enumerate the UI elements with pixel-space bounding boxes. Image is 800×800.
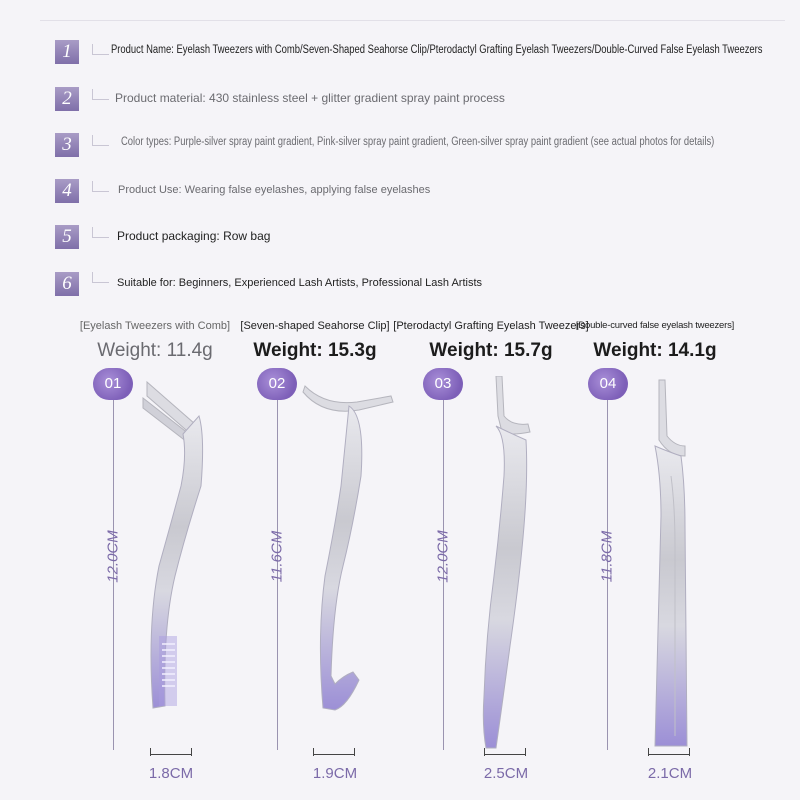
width-guide-bar xyxy=(313,754,355,755)
product-number-badge: 04 xyxy=(588,368,628,400)
spec-row-product-name xyxy=(0,38,800,78)
spec-row-color-types xyxy=(0,131,800,171)
connector-line xyxy=(92,44,109,55)
spec-text: Product material: 430 stainless steel + glitter gradient spray paint process xyxy=(115,91,505,105)
spec-number-badge: 6 xyxy=(55,272,79,296)
length-label: 11.6CM xyxy=(268,530,286,583)
product-weight: Weight: 11.4g xyxy=(97,340,213,361)
product-name: [Double-curved false eyelash tweezers] xyxy=(575,320,735,331)
width-guide-tick xyxy=(354,748,355,756)
spec-row-packaging xyxy=(0,223,800,263)
tweezers-pterodactyl-illustration xyxy=(466,376,556,756)
product-number-badge: 01 xyxy=(93,368,133,400)
connector-line xyxy=(92,89,109,100)
product-card-seahorse-clip xyxy=(215,318,415,800)
tweezers-double-curved-illustration xyxy=(645,376,705,756)
product-name: [Pterodactyl Grafting Eyelash Tweezers] xyxy=(393,320,589,332)
spec-row-use xyxy=(0,177,800,217)
length-label: 12.0CM xyxy=(434,530,452,583)
tweezers-seahorse-illustration xyxy=(295,376,405,736)
width-guide-bar xyxy=(484,754,526,755)
width-label: 2.1CM xyxy=(647,765,693,782)
spec-number-badge: 5 xyxy=(55,225,79,249)
spec-text: Product Name: Eyelash Tweezers with Comb/Seven-Shaped Seahorse Clip/Pterodactyl Grafting Eyelash Tweezers/Double-Curved False Eyelash Tweezers xyxy=(111,44,763,56)
width-guide-tick xyxy=(150,748,151,756)
width-guide-tick xyxy=(191,748,192,756)
spec-text: Suitable for: Beginners, Experienced Lash Artists, Professional Lash Artists xyxy=(117,277,483,289)
width-guide-tick xyxy=(525,748,526,756)
width-label: 1.8CM xyxy=(148,765,194,782)
spec-row-material xyxy=(0,85,800,125)
product-name: [Seven-shaped Seahorse Clip] xyxy=(240,320,390,332)
product-weight: Weight: 15.3g xyxy=(253,340,377,361)
width-guide-tick xyxy=(313,748,314,756)
tweezers-comb-illustration xyxy=(135,376,225,736)
width-guide-tick xyxy=(484,748,485,756)
spec-number-badge: 4 xyxy=(55,179,79,203)
product-name: [Eyelash Tweezers with Comb] xyxy=(79,320,231,332)
top-divider xyxy=(40,20,785,21)
connector-line xyxy=(92,181,109,192)
width-guide-bar xyxy=(150,754,192,755)
product-number-badge: 03 xyxy=(423,368,463,400)
product-card-double-curved-tweezers xyxy=(555,318,755,800)
spec-number-badge: 1 xyxy=(55,40,79,64)
product-weight: Weight: 14.1g xyxy=(593,340,717,361)
spec-text: Product packaging: Row bag xyxy=(117,229,271,243)
width-guide-tick xyxy=(689,748,690,756)
width-label: 1.9CM xyxy=(312,765,358,782)
spec-number-badge: 2 xyxy=(55,87,79,111)
connector-line xyxy=(92,135,109,146)
length-label: 12.0CM xyxy=(104,530,122,583)
connector-line xyxy=(92,272,109,283)
length-label: 11.8CM xyxy=(598,530,616,583)
connector-line xyxy=(92,227,109,238)
product-weight: Weight: 15.7g xyxy=(429,340,553,361)
width-guide-tick xyxy=(648,748,649,756)
width-guide-bar xyxy=(648,754,690,755)
spec-row-suitable-for xyxy=(0,270,800,310)
spec-number-badge: 3 xyxy=(55,133,79,157)
spec-text: Color types: Purple-silver spray paint gradient, Pink-silver spray paint gradient, Green-silver spray paint gradient (see actual photos for details) xyxy=(121,136,715,148)
product-number-badge: 02 xyxy=(257,368,297,400)
spec-text: Product Use: Wearing false eyelashes, applying false eyelashes xyxy=(118,184,431,196)
width-label: 2.5CM xyxy=(483,765,529,782)
